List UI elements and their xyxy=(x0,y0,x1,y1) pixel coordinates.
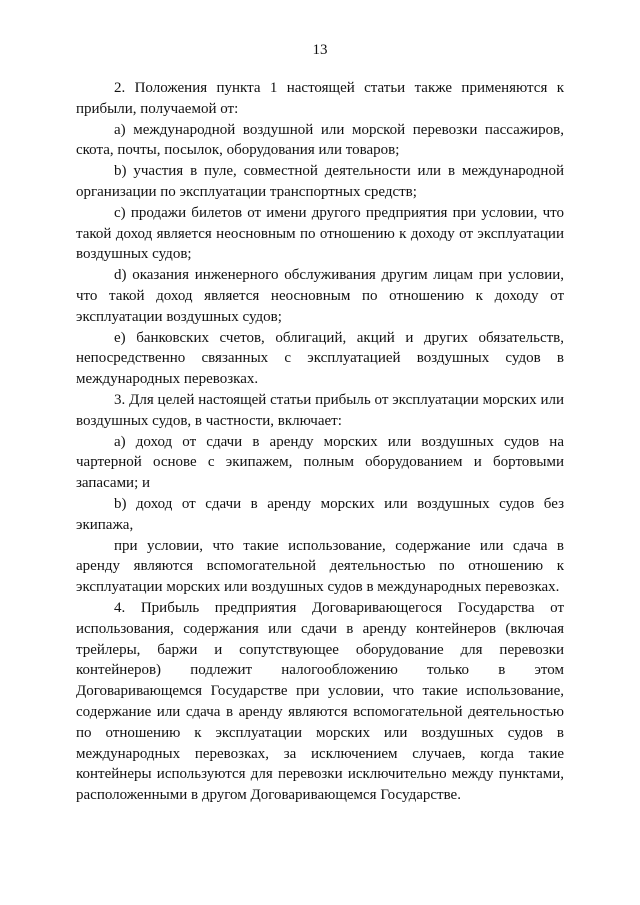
document-body xyxy=(76,78,564,806)
paragraph-4: 4. Прибыль предприятия Договаривающегося Государства от использования, содержания или сдачи в аренду контейнеров (включая трейлеры, баржи и сопутствующее оборудование для перевозки контейнеров) подлежит налогообложению только в этом Договаривающемся Государстве при условии, что такие использование, содержание или сдача в аренду являются вспомогательной деятельностью по отношению к эксплуатации морских или воздушных судов в международных перевозках, за исключением случаев, когда такие контейнеры используются для перевозки исключительно между пунктами, расположенными в другом Договаривающемся Государстве. xyxy=(76,599,564,804)
paragraph-2a: a) международной воздушной или морской перевозки пассажиров, скота, почты, посылок, оборудования или товаров; xyxy=(76,121,564,159)
paragraph-3b: b) доход от сдачи в аренду морских или воздушных судов без экипажа, xyxy=(76,495,564,533)
paragraph-3-intro: 3. Для целей настоящей статьи прибыль от эксплуатации морских или воздушных судов, в частности, включает: xyxy=(76,391,564,429)
page-number: 13 xyxy=(312,42,328,58)
paragraph-2c: c) продажи билетов от имени другого предприятия при условии, что такой доход является неосновным по отношению к доходу от эксплуатации воздушных судов; xyxy=(76,204,564,263)
paragraph-3-condition: при условии, что такие использование, содержание или сдача в аренду являются вспомогательной деятельностью по отношению к эксплуатации морских или воздушных судов в международных перевозках. xyxy=(76,537,564,596)
paragraph-3a: a) доход от сдачи в аренду морских или воздушных судов на чартерной основе с экипажем, полным оборудованием и бортовыми запасами; и xyxy=(76,433,564,492)
paragraph-2d: d) оказания инженерного обслуживания другим лицам при условии, что такой доход является неосновным по отношению к доходу от эксплуатации воздушных судов; xyxy=(76,267,564,325)
paragraph-2b: b) участия в пуле, совместной деятельности или в международной организации по эксплуатации транспортных средств; xyxy=(76,163,564,200)
paragraph-2-intro: 2. Положения пункта 1 настоящей статьи также применяются к прибыли, получаемой от: xyxy=(76,80,564,117)
paragraph-2e: e) банковских счетов, облигаций, акций и других обязательств, непосредственно связанных с эксплуатацией воздушных судов в международных перевозках. xyxy=(76,329,564,388)
